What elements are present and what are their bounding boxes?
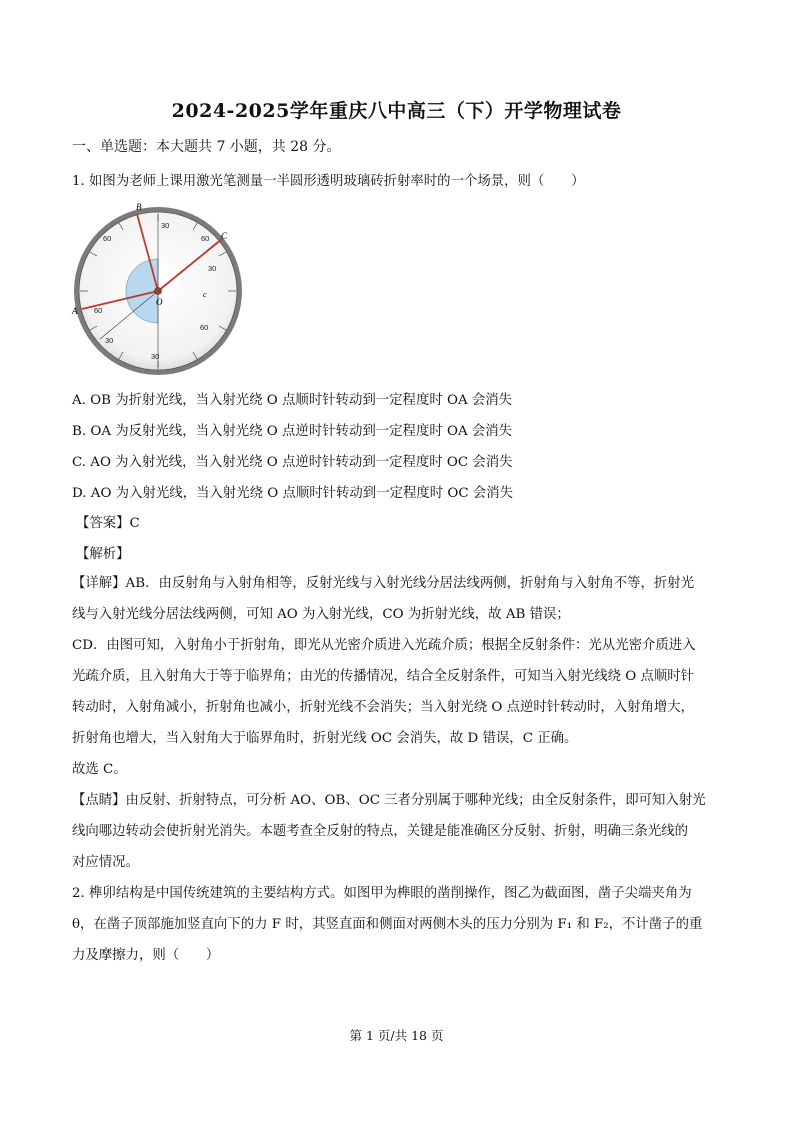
analysis-heading: 【解析】 xyxy=(76,547,130,562)
question-2-line: 力及摩擦力，则（ ） xyxy=(72,948,220,963)
question-2-line: 2. 榫卯结构是中国传统建筑的主要结构方式。如图甲为榫眼的凿削操作，图乙为截面图，凿子尖端夹角为 xyxy=(72,886,692,901)
option-c: C. AO 为入射光线，当入射光绕 O 点逆时针转动到一定程度时 OC 会消失 xyxy=(72,455,513,470)
detail-line: 线与入射光线分居法线两侧，可知 AO 为入射光线，CO 为折射光线，故 AB 错误； xyxy=(72,607,570,622)
question-1-stem: 1. 如图为老师上课用激光笔测量一半圆形透明玻璃砖折射率时的一个场景，则（ ） xyxy=(72,174,585,189)
tick-label: 30 xyxy=(105,336,114,345)
section-heading: 一、单选题：本大题共 7 小题，共 28 分。 xyxy=(72,139,341,155)
detail-line: 【详解】AB．由反射角与入射角相等，反射光线与入射光线分居法线两侧，折射角与入射角不等，折射光 xyxy=(72,576,695,591)
option-a: A. OB 为折射光线，当入射光绕 O 点顺时针转动到一定程度时 OA 会消失 xyxy=(72,393,513,408)
detail-paragraph xyxy=(72,568,724,785)
answer: 【答案】C xyxy=(76,516,140,531)
option-d: D. AO 为入射光线，当入射光绕 O 点顺时针转动到一定程度时 OC 会消失 xyxy=(72,486,514,501)
comment-paragraph xyxy=(72,785,724,878)
option-b: B. OA 为反射光线，当入射光绕 O 点逆时针转动到一定程度时 OA 会消失 xyxy=(72,424,513,439)
detail-line: 故选 C。 xyxy=(72,762,127,777)
label-b: B xyxy=(136,202,142,212)
comment-line: 对应情况。 xyxy=(72,855,139,870)
question-2-line: θ，在凿子顶部施加竖直向下的力 F 时，其竖直面和侧面对两侧木头的压力分别为 F₁ 和 F₂，不计凿子的重 xyxy=(72,917,703,932)
tick-label: 30 xyxy=(208,264,217,273)
label-c-small: c xyxy=(203,290,207,299)
detail-line: 光疏介质，且入射角大于等于临界角；由光的传播情况，结合全反射条件，可知当入射光线绕 O 点顺时针 xyxy=(72,669,695,684)
page-title: 2024-2025学年重庆八中高三（下）开学物理试卷 xyxy=(171,100,622,122)
tick-label: 60 xyxy=(201,234,210,243)
tick-label: 30 xyxy=(151,352,160,361)
question-2 xyxy=(72,878,724,971)
refraction-figure xyxy=(70,201,246,377)
label-o: O xyxy=(156,297,163,307)
label-c: C xyxy=(221,231,228,241)
label-a: A xyxy=(72,306,78,316)
detail-line: CD．由图可知，入射角小于折射角，即光从光密介质进入光疏介质；根据全反射条件：光从光密介质进入 xyxy=(72,638,696,653)
tick-label: 60 xyxy=(200,323,209,332)
page-footer: 第 1 页/共 18 页 xyxy=(349,1028,444,1043)
comment-line: 【点睛】由反射、折射特点，可分析 AO、OB、OC 三者分别属于哪种光线；由全反射条件，即可知入射光 xyxy=(72,793,706,808)
detail-line: 折射角也增大，当入射角大于临界角时，折射光线 OC 会消失，故 D 错误，C 正确。 xyxy=(72,731,578,746)
tick-label: 60 xyxy=(94,306,103,315)
comment-line: 线向哪边转动会使折射光消失。本题考查全反射的特点，关键是能准确区分反射、折射，明确三条光线的 xyxy=(72,824,688,839)
detail-line: 转动时，入射角减小，折射角也减小，折射光线不会消失；当入射光绕 O 点逆时针转动时，入射角增大， xyxy=(72,700,695,715)
tick-label: 60 xyxy=(103,234,112,243)
tick-label: 30 xyxy=(161,221,170,230)
